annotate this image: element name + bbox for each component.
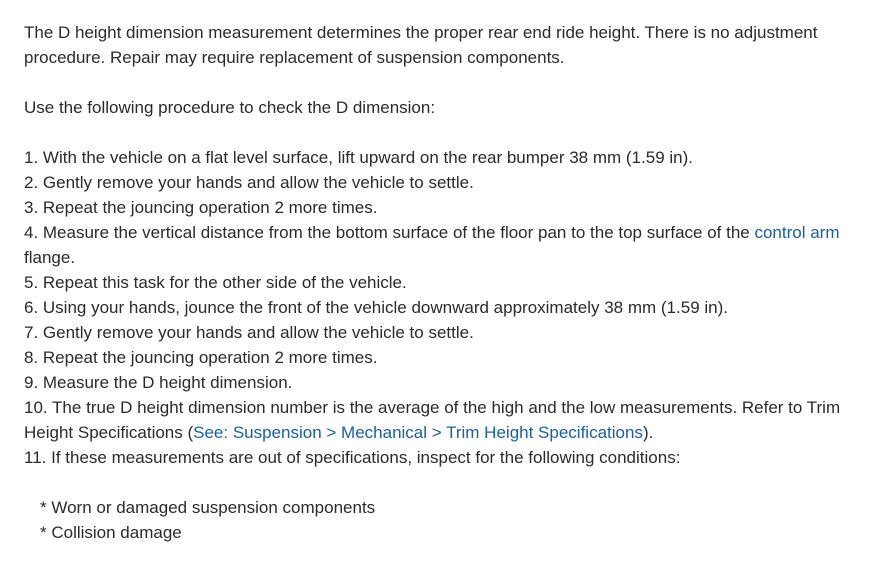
- condition-item: * Collision damage: [40, 523, 182, 542]
- document-body: [24, 20, 864, 545]
- conditions-list: [24, 495, 864, 545]
- step-2: 2. Gently remove your hands and allow the vehicle to settle.: [24, 173, 474, 192]
- step-11: 11. If these measurements are out of specifications, inspect for the following conditions:: [24, 448, 681, 467]
- step-8: 8. Repeat the jouncing operation 2 more times.: [24, 348, 378, 367]
- intro-paragraph: The D height dimension measurement determines the proper rear end ride height. There is no adjustment procedure. Repair may require replacement of suspension components.: [24, 23, 818, 67]
- spacer: [24, 120, 864, 145]
- step-1: 1. With the vehicle on a flat level surface, lift upward on the rear bumper 38 mm (1.59 in).: [24, 148, 693, 167]
- step-6: 6. Using your hands, jounce the front of the vehicle downward approximately 38 mm (1.59 in).: [24, 298, 728, 317]
- step-10-tail: ).: [642, 423, 654, 442]
- step-7: 7. Gently remove your hands and allow the vehicle to settle.: [24, 323, 474, 342]
- procedure-lead: Use the following procedure to check the D dimension:: [24, 98, 436, 117]
- step-4: [24, 220, 864, 270]
- spacer: [24, 470, 864, 495]
- control-arm-link[interactable]: control arm: [754, 223, 840, 242]
- step-5: 5. Repeat this task for the other side of the vehicle.: [24, 273, 407, 292]
- step-3: 3. Repeat the jouncing operation 2 more times.: [24, 198, 378, 217]
- step-10-text: 10. The true D height dimension number is the average of the high and the low measurements. Refer to Trim Height Specifications (: [24, 398, 841, 442]
- step-4-text: 4. Measure the vertical distance from the bottom surface of the floor pan to the top surface of the: [24, 223, 755, 242]
- step-9: 9. Measure the D height dimension.: [24, 373, 293, 392]
- trim-height-specifications-link[interactable]: See: Suspension > Mechanical > Trim Height Specifications: [193, 423, 643, 442]
- step-10: [24, 395, 864, 445]
- spacer: [24, 70, 864, 95]
- condition-item: * Worn or damaged suspension components: [40, 498, 376, 517]
- procedure-steps: [24, 145, 864, 470]
- step-4-tail: flange.: [24, 248, 76, 267]
